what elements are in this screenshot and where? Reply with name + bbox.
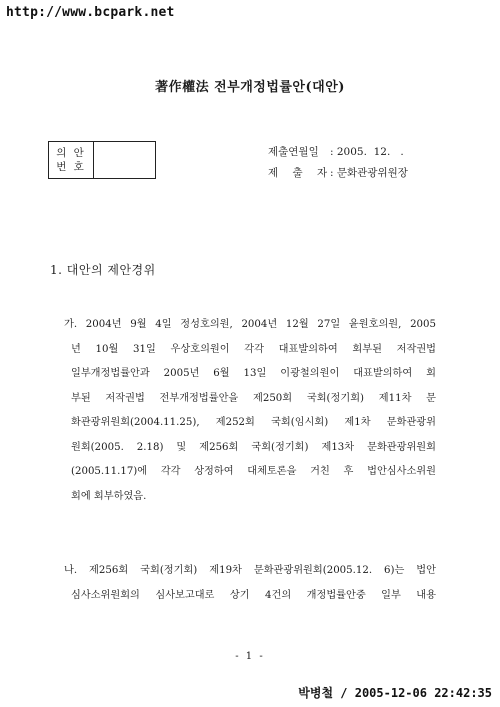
submission-info (268, 142, 408, 184)
submission-date-value: : 2005. 12. . (330, 146, 404, 158)
paragraph-ga (64, 313, 436, 509)
page-number: - 1 - (235, 651, 265, 662)
paragraph-line: 화관광위원회(2004.11.25), 제252회 국회(임시회) 제1차 문화관광위 (71, 417, 436, 428)
submitter-value: : 문화관광위원장 (330, 167, 408, 179)
paragraph-line: 나. 제256회 국회(정기회) 제19차 문화관광위원회(2005.12. 6)는 법안 (64, 565, 436, 576)
paragraph-na (64, 559, 436, 608)
paragraph-line: 원회(2005. 2.18) 및 제256회 국회(정기회) 제13차 문화관광위원회 (71, 441, 436, 453)
bill-number-value (94, 142, 155, 178)
paragraph-line: 부된 저작권법 전부개정법률안을 제250회 국회(정기회) 제11차 문 (71, 392, 436, 404)
document-title: 著作權法 전부개정법률안(대안) (155, 80, 345, 95)
paragraph-line: 회에 회부하였음. (71, 490, 147, 502)
paragraph-line: (2005.11.17)에 각각 상정하여 대체토론을 거친 후 법안심사소위원 (71, 466, 436, 477)
paragraph-line: 심사소위원회의 심사보고대로 상기 4건의 개정법률안중 일부 내용 (71, 589, 436, 601)
bill-number-box (48, 141, 156, 179)
bill-label-line-2: 번 호 (56, 161, 86, 173)
site-watermark: http://www.bcpark.net (6, 5, 175, 20)
section-heading: 1. 대안의 제안경위 (50, 263, 156, 277)
bill-label-line-1: 의 안 (56, 147, 86, 159)
submission-date-label: 제출연월일 (268, 146, 319, 158)
paragraph-line: 일부개정법률안과 2005년 6월 13일 이광철의원이 대표발의하여 회 (71, 368, 436, 379)
submitter-row (268, 163, 408, 184)
paragraph-line: 년 10월 31일 우상호의원이 각각 대표발의하여 회부된 저작권법 (71, 343, 436, 355)
paragraph-line: 가. 2004년 9월 4일 정성호의원, 2004년 12월 27일 윤원호의원, 2005 (64, 319, 436, 330)
bill-number-label (49, 142, 94, 178)
author-timestamp: 박병철 / 2005-12-06 22:42:35 (298, 686, 492, 700)
submission-date-row (268, 142, 408, 163)
submitter-label: 제 출 자 (268, 167, 333, 179)
